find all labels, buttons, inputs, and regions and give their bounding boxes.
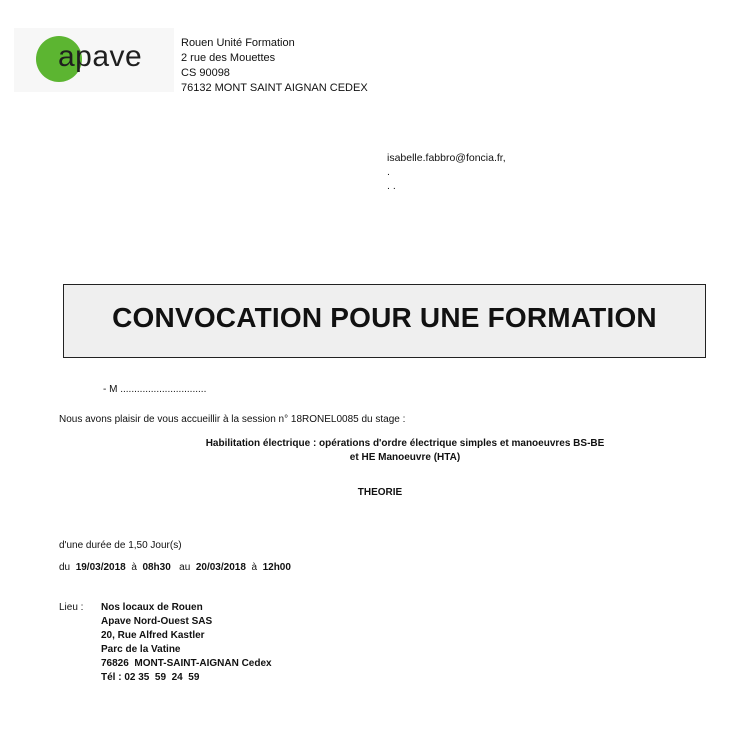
- location-line: Apave Nord-Ouest SAS: [101, 616, 213, 627]
- start-time: 08h30: [142, 562, 171, 573]
- location-line: 76826 MONT-SAINT-AIGNAN Cedex: [101, 658, 272, 669]
- page-title: CONVOCATION POUR UNE FORMATION: [112, 302, 657, 333]
- address-line: 2 rue des Mouettes: [181, 52, 276, 64]
- location-block: [101, 601, 272, 685]
- course-title-line: Habilitation électrique : opérations d'ordre électrique simples et manoeuvres BS-BE: [205, 438, 605, 449]
- dates-a: à: [251, 562, 258, 573]
- location-phone: Tél : 02 35 59 24 59: [101, 672, 200, 683]
- sender-address: [181, 36, 368, 96]
- course-type: THEORIE: [357, 487, 403, 498]
- location-line: 20, Rue Alfred Kastler: [101, 630, 205, 641]
- address-line: 76132 MONT SAINT AIGNAN CEDEX: [181, 82, 368, 94]
- intro-text: Nous avons plaisir de vous accueillir à la session n° 18RONEL0085 du stage :: [59, 414, 406, 425]
- duration-text: d'une durée de 1,50 Jour(s): [59, 540, 182, 551]
- recipient-email: isabelle.fabbro@foncia.fr,: [387, 152, 506, 164]
- recipient-line: .: [387, 166, 390, 178]
- dates-au: au: [179, 562, 191, 573]
- address-line: Rouen Unité Formation: [181, 37, 295, 49]
- start-date: 19/03/2018: [75, 562, 126, 573]
- attendee-name: - M ...............................: [103, 384, 207, 395]
- course-title: [60, 437, 743, 465]
- location-label: Lieu :: [59, 602, 84, 613]
- dates-line: [59, 561, 291, 575]
- course-title-line: et HE Manoeuvre (HTA): [349, 452, 461, 463]
- dates-a: à: [131, 562, 137, 573]
- location-line: Parc de la Vatine: [101, 644, 181, 655]
- location-line: Nos locaux de Rouen: [101, 602, 203, 613]
- end-date: 20/03/2018: [195, 562, 246, 573]
- logo-text: apave: [58, 40, 143, 73]
- title-box: [63, 284, 706, 358]
- recipient-line: . .: [387, 180, 396, 192]
- recipient-block: [387, 151, 506, 193]
- end-time: 12h00: [262, 562, 291, 573]
- dates-du: du: [59, 562, 71, 573]
- address-line: CS 90098: [181, 67, 230, 79]
- apave-logo: [14, 28, 174, 92]
